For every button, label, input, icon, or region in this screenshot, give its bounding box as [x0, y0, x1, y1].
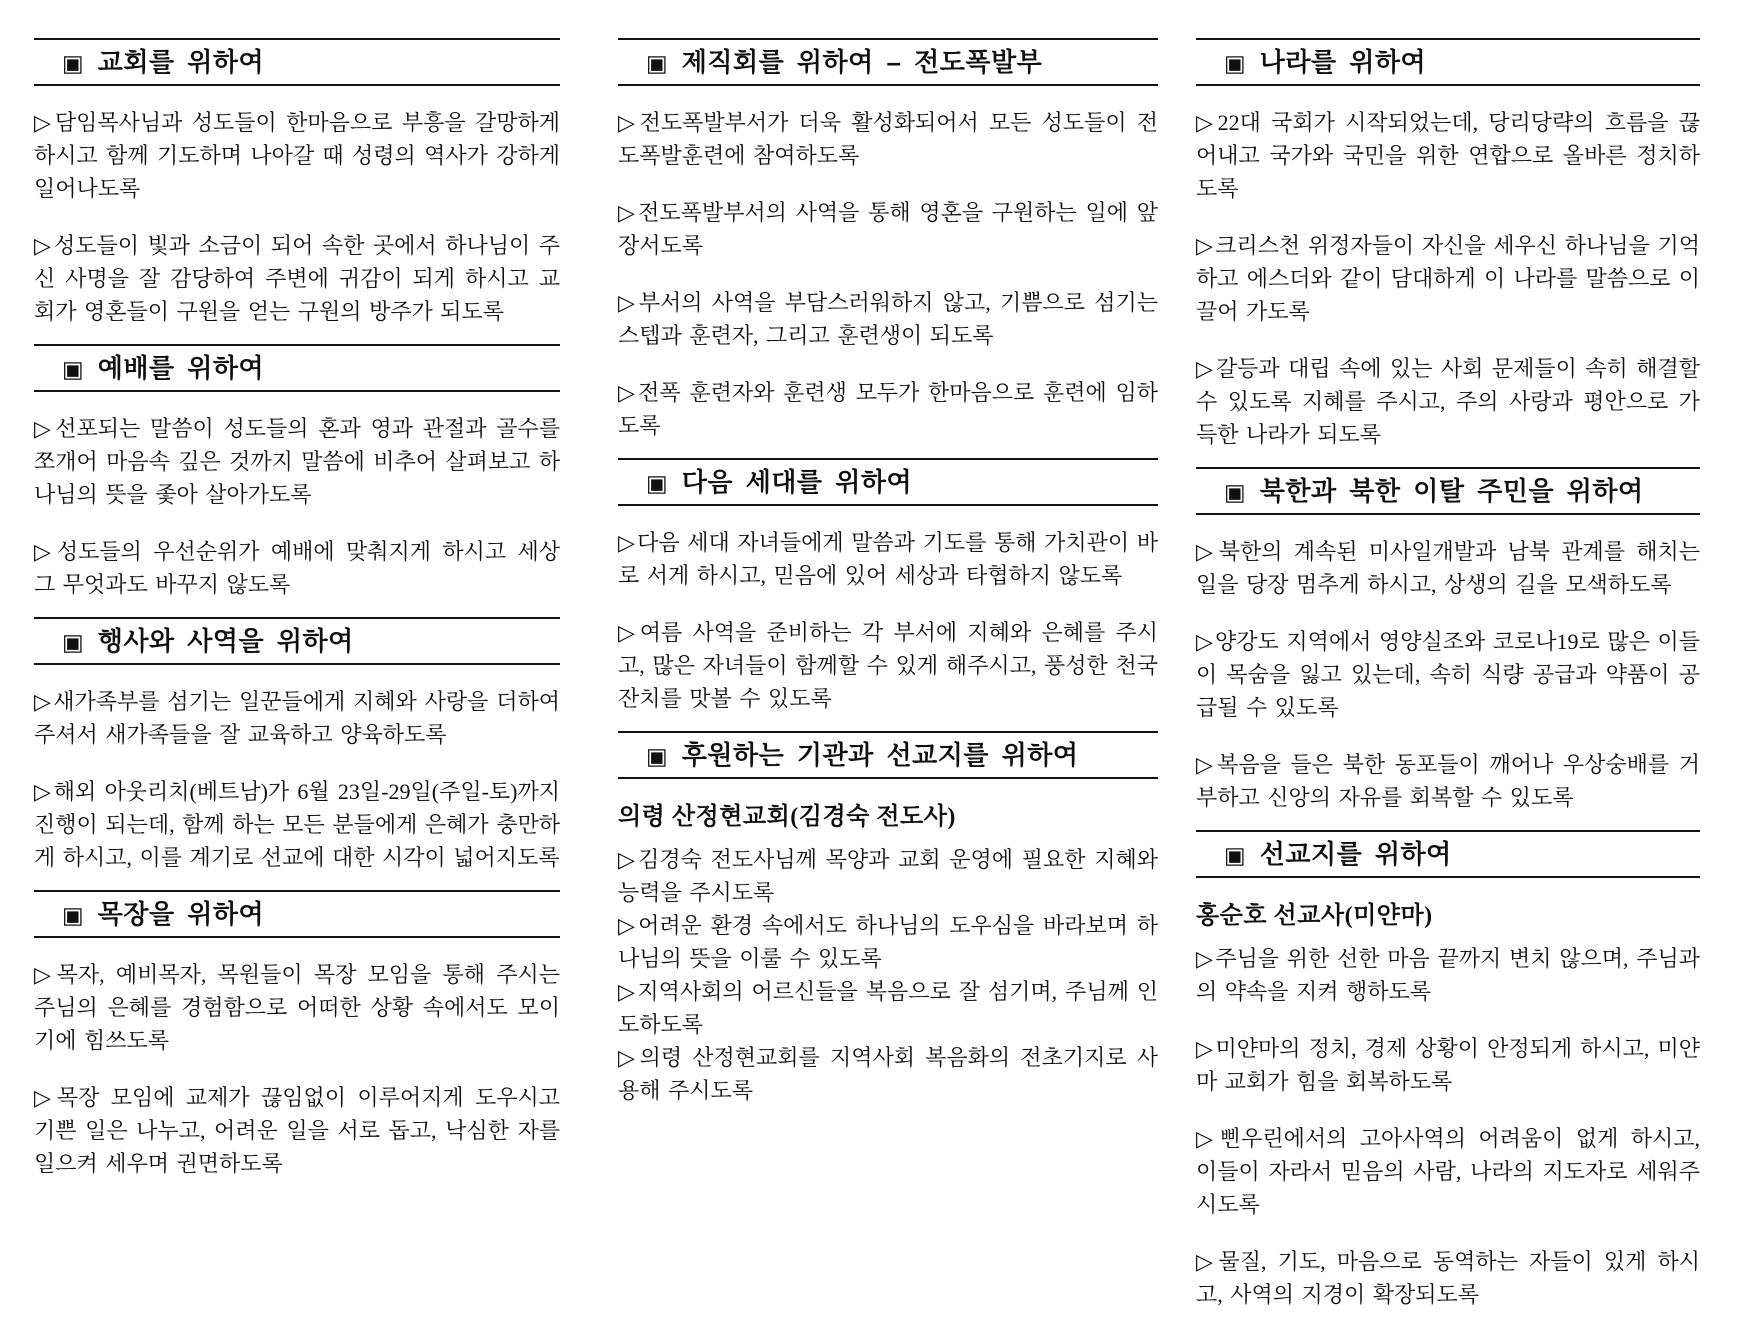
section-header [34, 38, 560, 86]
prayer-item-text: 주님을 위한 선한 마음 끝까지 변치 않으며, 주님과의 약속을 지켜 행하도록 [1196, 946, 1701, 1004]
prayer-item [34, 535, 560, 601]
prayer-item-text: 미얀마의 정치, 경제 상황이 안정되게 하시고, 미얀마 교회가 힘을 회복하도록 [1196, 1036, 1700, 1094]
section-divider-bottom [618, 84, 1158, 86]
section-title: 교회를 위하여 [97, 47, 265, 77]
prayer-item-text: 새가족부를 섬기는 일꾼들에게 지혜와 사랑을 더하여 주셔서 새가족들을 잘 교육하고 양육하도록 [34, 689, 561, 747]
ministry-subheading: 의령 산정현교회(김경숙 전도사) [618, 804, 956, 830]
triangle-bullet-icon: ▷ [1196, 752, 1216, 777]
section-header [1196, 830, 1700, 878]
triangle-bullet-icon: ▷ [34, 233, 52, 258]
section-square-icon: ▣ [62, 49, 84, 76]
prayer-item [1196, 229, 1700, 328]
prayer-item [1196, 352, 1700, 451]
prayer-item [618, 106, 1158, 172]
section-title: 선교지를 위하여 [1259, 839, 1452, 869]
section-divider-bottom [34, 84, 560, 86]
section-title-row [1196, 469, 1700, 513]
prayer-item-text: 물질, 기도, 마음으로 동역하는 자들이 있게 하시고, 사역의 지경이 확장되도록 [1196, 1249, 1700, 1307]
prayer-item [34, 958, 560, 1057]
prayer-item-text: 목장 모임에 교제가 끊임없이 이루어지게 도우시고 기쁜 일은 나누고, 어려운 일을 서로 돕고, 낙심한 자를 일으켜 세우며 권면하도록 [34, 1085, 561, 1176]
prayer-item-text: 22대 국회가 시작되었는데, 당리당략의 흐름을 끊어내고 국가와 국민을 위한 연합으로 올바른 정치하도록 [1196, 110, 1700, 201]
section-square-icon: ▣ [1224, 478, 1246, 505]
triangle-bullet-icon: ▷ [1196, 233, 1214, 258]
triangle-bullet-icon: ▷ [618, 200, 637, 225]
triangle-bullet-icon: ▷ [618, 290, 637, 315]
section-title-row [34, 619, 560, 663]
section-square-icon: ▣ [646, 469, 668, 496]
prayer-item [1196, 625, 1700, 724]
section-title-row [618, 40, 1158, 84]
section-title-row [1196, 40, 1700, 84]
triangle-bullet-icon: ▷ [1196, 1249, 1217, 1274]
triangle-bullet-icon: ▷ [618, 380, 637, 405]
triangle-bullet-icon: ▷ [618, 110, 638, 135]
triangle-bullet-icon: ▷ [1196, 946, 1214, 971]
section-square-icon: ▣ [62, 901, 84, 928]
section-header [34, 890, 560, 938]
prayer-item [34, 229, 560, 328]
prayer-item-text: 전도폭발부서의 사역을 통해 영혼을 구원하는 일에 앞장서도록 [618, 200, 1158, 258]
prayer-item-text: 목자, 예비목자, 목원들이 목장 모임을 통해 주시는 주님의 은혜를 경험함으로 어떠한 상황 속에서도 모이기에 힘쓰도록 [34, 962, 560, 1053]
triangle-bullet-icon: ▷ [34, 416, 54, 441]
section-header [1196, 38, 1700, 86]
prayer-item [1196, 1245, 1700, 1311]
section-title: 후원하는 기관과 선교지를 위하여 [681, 740, 1079, 770]
triangle-bullet-icon: ▷ [618, 620, 638, 645]
section-square-icon: ▣ [62, 355, 84, 382]
prayer-item-text: 부서의 사역을 부담스러워하지 않고, 기쁨으로 섬기는 스텝과 훈련자, 그리고 훈련생이 되도록 [618, 290, 1159, 348]
column-3 [1196, 38, 1700, 1335]
prayer-item-text: 북한의 계속된 미사일개발과 남북 관계를 해치는 일을 당장 멈추게 하시고, 상생의 길을 모색하도록 [1196, 539, 1701, 597]
triangle-bullet-icon: ▷ [34, 539, 55, 564]
prayer-item-text: 삔우린에서의 고아사역의 어려움이 없게 하시고, 이들이 자라서 믿음의 사람, 나라의 지도자로 세워주시도록 [1196, 1126, 1700, 1217]
section-divider-bottom [34, 936, 560, 938]
prayer-item [34, 106, 560, 205]
triangle-bullet-icon: ▷ [34, 110, 53, 135]
triangle-bullet-icon: ▷ [34, 962, 55, 987]
section-title-row [1196, 832, 1700, 876]
prayer-item-text: 전도폭발부서가 더욱 활성화되어서 모든 성도들이 전도폭발훈련에 참여하도록 [618, 110, 1158, 168]
section-title: 나라를 위하여 [1259, 47, 1427, 77]
ministry-subheading: 홍순호 선교사(미얀마) [1196, 903, 1433, 929]
triangle-bullet-icon: ▷ [1196, 629, 1214, 654]
column-1 [34, 38, 560, 1204]
prayer-item [618, 286, 1158, 352]
prayer-item-text: 담임목사님과 성도들이 한마음으로 부흥을 갈망하게 하시고 함께 기도하며 나아갈 때 성령의 역사가 강하게 일어나도록 [34, 110, 560, 201]
prayer-item-text: 지역사회의 어르신들을 복음으로 잘 섬기며, 주님께 인도하도록 [618, 979, 1159, 1037]
triangle-bullet-icon: ▷ [34, 1085, 55, 1110]
section-square-icon: ▣ [62, 628, 84, 655]
prayer-item [1196, 1122, 1700, 1221]
section-header [618, 38, 1158, 86]
section-square-icon: ▣ [1224, 841, 1246, 868]
prayer-item-text: 해외 아웃리치(베트남)가 6월 23일-29일(주일-토)까지 진행이 되는데, 함께 하는 모든 분들에게 은혜가 충만하게 하시고, 이를 계기로 선교에 대한 시각이 넓어지도록 [34, 779, 561, 870]
triangle-bullet-icon: ▷ [618, 530, 636, 555]
prayer-item [618, 376, 1158, 442]
prayer-item-text: 김경숙 전도사님께 목양과 교회 운영에 필요한 지혜와 능력을 주시도록 [618, 847, 1158, 905]
prayer-item-text: 전폭 훈련자와 훈련생 모두가 한마음으로 훈련에 임하도록 [618, 380, 1158, 438]
prayer-item [1196, 106, 1700, 205]
prayer-item-text: 어려운 환경 속에서도 하나님의 도우심을 바라보며 하나님의 뜻을 이룰 수 있도록 [618, 913, 1158, 971]
section-title-row [618, 733, 1158, 777]
prayer-item-text: 성도들이 빛과 소금이 되어 속한 곳에서 하나님이 주신 사명을 잘 감당하여 주변에 귀감이 되게 하시고 교회가 영혼들이 구원을 얻는 구원의 방주가 되도록 [34, 233, 561, 324]
prayer-item [618, 526, 1158, 592]
triangle-bullet-icon: ▷ [1196, 110, 1216, 135]
prayer-item-text: 복음을 들은 북한 동포들이 깨어나 우상숭배를 거부하고 신앙의 자유를 회복할 수 있도록 [1196, 752, 1701, 810]
section-square-icon: ▣ [646, 742, 668, 769]
triangle-bullet-icon: ▷ [34, 689, 52, 714]
prayer-item [34, 1081, 560, 1180]
prayer-item [1196, 1032, 1700, 1098]
section-header [618, 731, 1158, 779]
section-divider-bottom [34, 390, 560, 392]
prayer-item-text: 여름 사역을 준비하는 각 부서에 지혜와 은혜를 주시고, 많은 자녀들이 함께할 수 있게 해주시고, 풍성한 천국 잔치를 맛볼 수 있도록 [618, 620, 1159, 711]
section-divider-bottom [34, 663, 560, 665]
prayer-item [618, 196, 1158, 262]
section-header [34, 617, 560, 665]
prayer-item-text: 의령 산정현교회를 지역사회 복음화의 전초기지로 사용해 주시도록 [618, 1045, 1158, 1103]
prayer-item-text: 성도들의 우선순위가 예배에 맞춰지게 하시고 세상 그 무엇과도 바꾸지 않도록 [34, 539, 561, 597]
section-title: 행사와 사역을 위하여 [97, 626, 354, 656]
section-title-row [618, 460, 1158, 504]
section-header [618, 458, 1158, 506]
prayer-item [34, 412, 560, 511]
section-divider-bottom [1196, 513, 1700, 515]
prayer-item [34, 775, 560, 874]
prayer-item [1196, 942, 1700, 1008]
prayer-item [618, 909, 1158, 975]
section-title: 예배를 위하여 [97, 353, 265, 383]
prayer-item [618, 1041, 1158, 1107]
section-divider-bottom [618, 504, 1158, 506]
prayer-item-text: 양강도 지역에서 영양실조와 코로나19로 많은 이들이 목숨을 잃고 있는데, 속히 식량 공급과 약품이 공급될 수 있도록 [1196, 629, 1700, 720]
prayer-item [618, 843, 1158, 909]
triangle-bullet-icon: ▷ [1196, 1126, 1218, 1151]
section-divider-bottom [1196, 84, 1700, 86]
triangle-bullet-icon: ▷ [1196, 1036, 1214, 1061]
section-header [34, 344, 560, 392]
section-title-row [34, 40, 560, 84]
triangle-bullet-icon: ▷ [618, 913, 637, 938]
triangle-bullet-icon: ▷ [34, 779, 52, 804]
prayer-item-text: 다음 세대 자녀들에게 말씀과 기도를 통해 가치관이 바로 서게 하시고, 믿음에 있어 세상과 타협하지 않도록 [618, 530, 1159, 588]
prayer-item [1196, 748, 1700, 814]
prayer-item [34, 685, 560, 751]
column-2 [618, 38, 1158, 1107]
section-title: 북한과 북한 이탈 주민을 위하여 [1259, 476, 1644, 506]
triangle-bullet-icon: ▷ [618, 1045, 638, 1070]
prayer-item-text: 선포되는 말씀이 성도들의 혼과 영과 관절과 골수를 쪼개어 마음속 깊은 것까지 말씀에 비추어 살펴보고 하나님의 뜻을 좇아 살아가도록 [34, 416, 561, 507]
section-title: 제직회를 위하여 – 전도폭발부 [681, 47, 1043, 77]
triangle-bullet-icon: ▷ [618, 847, 637, 872]
prayer-item-text: 크리스천 위정자들이 자신을 세우신 하나님을 기억하고 에스더와 같이 담대하게 이 나라를 말씀으로 이끌어 가도록 [1196, 233, 1701, 324]
section-title: 다음 세대를 위하여 [681, 467, 913, 497]
section-divider-bottom [618, 777, 1158, 779]
prayer-item-text: 갈등과 대립 속에 있는 사회 문제들이 속히 해결할 수 있도록 지혜를 주시고, 주의 사랑과 평안으로 가득한 나라가 되도록 [1196, 356, 1701, 447]
triangle-bullet-icon: ▷ [1196, 356, 1214, 381]
prayer-item [618, 975, 1158, 1041]
triangle-bullet-icon: ▷ [618, 979, 636, 1004]
section-title: 목장을 위하여 [97, 899, 265, 929]
section-divider-bottom [1196, 876, 1700, 878]
triangle-bullet-icon: ▷ [1196, 539, 1217, 564]
section-title-row [34, 346, 560, 390]
section-header [1196, 467, 1700, 515]
section-square-icon: ▣ [1224, 49, 1246, 76]
prayer-item [618, 616, 1158, 715]
prayer-item [1196, 535, 1700, 601]
section-title-row [34, 892, 560, 936]
section-square-icon: ▣ [646, 49, 668, 76]
